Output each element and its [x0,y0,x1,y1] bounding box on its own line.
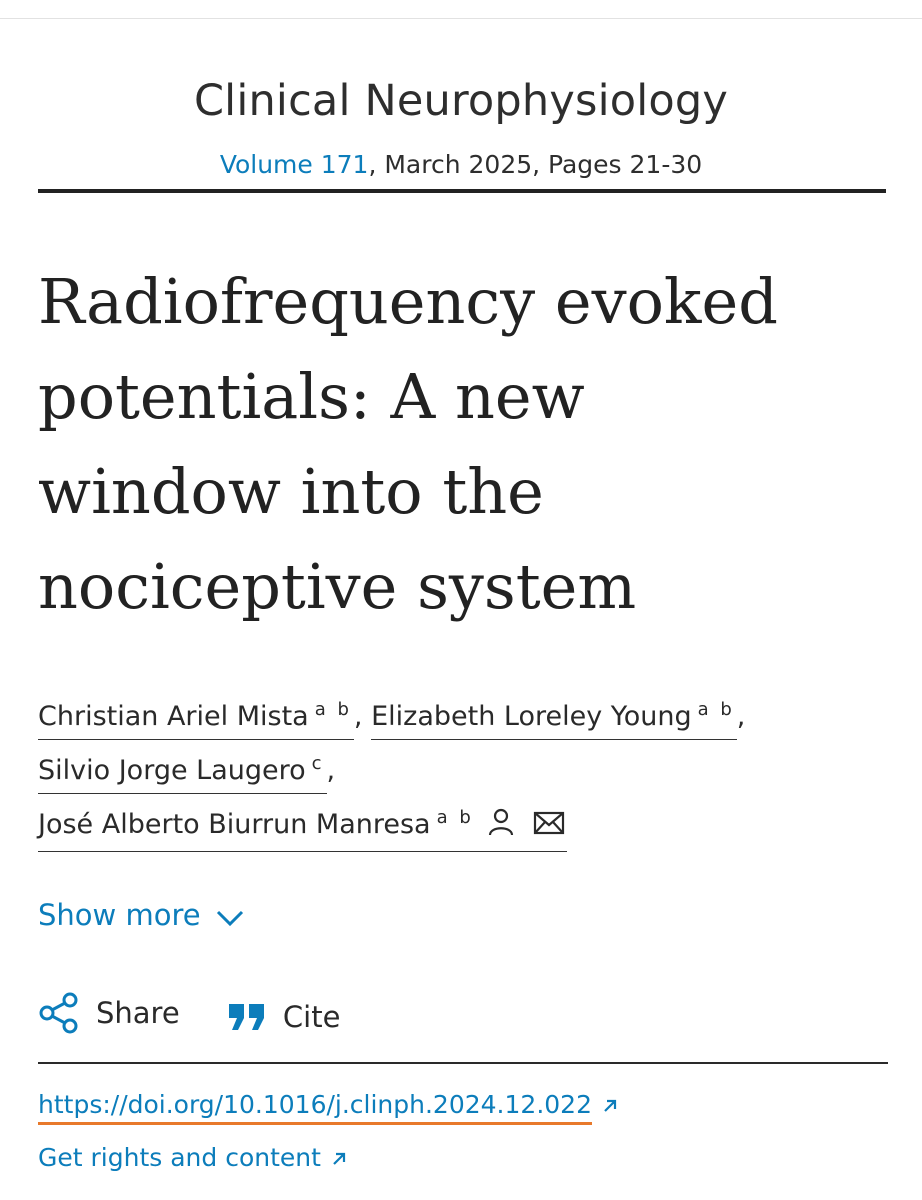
issue-details: , March 2025, Pages 21-30 [368,150,703,179]
cite-button[interactable] [227,1000,341,1034]
title-line: nociceptive system [38,550,637,623]
author-list [38,688,898,850]
author-name: Elizabeth Loreley Young [371,701,692,732]
external-arrow-icon [331,1151,347,1167]
rights-text: Get rights and content [38,1143,321,1172]
show-more-label: Show more [38,898,201,932]
article-title [38,254,898,634]
author-affiliation: a b [314,699,352,720]
cite-label: Cite [282,1000,341,1034]
top-divider [0,0,922,19]
title-line: Radiofrequency evoked [38,265,778,338]
author-link[interactable] [371,688,737,740]
author-name: José Alberto Biurrun Manresa [38,809,431,840]
author-separator: , [326,755,336,786]
author-separator: , [353,701,363,732]
author-link-corresponding[interactable] [38,796,567,852]
author-affiliation: a b [436,807,474,828]
author-affiliation: a b [697,699,735,720]
issue-info [0,150,922,179]
doi-text: https://doi.org/10.1016/j.clinph.2024.12.022 [38,1090,592,1125]
title-line: potentials: A new [38,360,585,433]
author-line [38,688,898,742]
author-line [38,742,898,796]
doi-link[interactable] [38,1090,618,1119]
share-label: Share [96,996,180,1030]
show-more-button[interactable] [38,898,245,932]
envelope-icon[interactable] [533,807,565,851]
header-divider [38,189,886,193]
chevron-down-icon [215,908,245,928]
rights-link[interactable] [38,1143,347,1172]
author-name: Silvio Jorge Laugero [38,755,306,786]
author-name: Christian Ariel Mista [38,701,309,732]
actions-divider [38,1062,888,1064]
author-affiliation: c [311,753,325,774]
external-arrow-icon [602,1098,618,1114]
title-line: window into the [38,455,544,528]
author-separator: , [736,701,746,732]
quote-icon [227,1000,267,1034]
article-actions [38,992,378,1041]
author-line [38,796,898,850]
share-icon [38,992,80,1034]
person-icon [486,807,516,851]
author-link[interactable] [38,688,354,740]
volume-link[interactable]: Volume 171 [219,150,369,179]
author-link[interactable] [38,742,327,794]
journal-title[interactable]: Clinical Neurophysiology [193,76,729,126]
share-button[interactable] [38,992,180,1034]
